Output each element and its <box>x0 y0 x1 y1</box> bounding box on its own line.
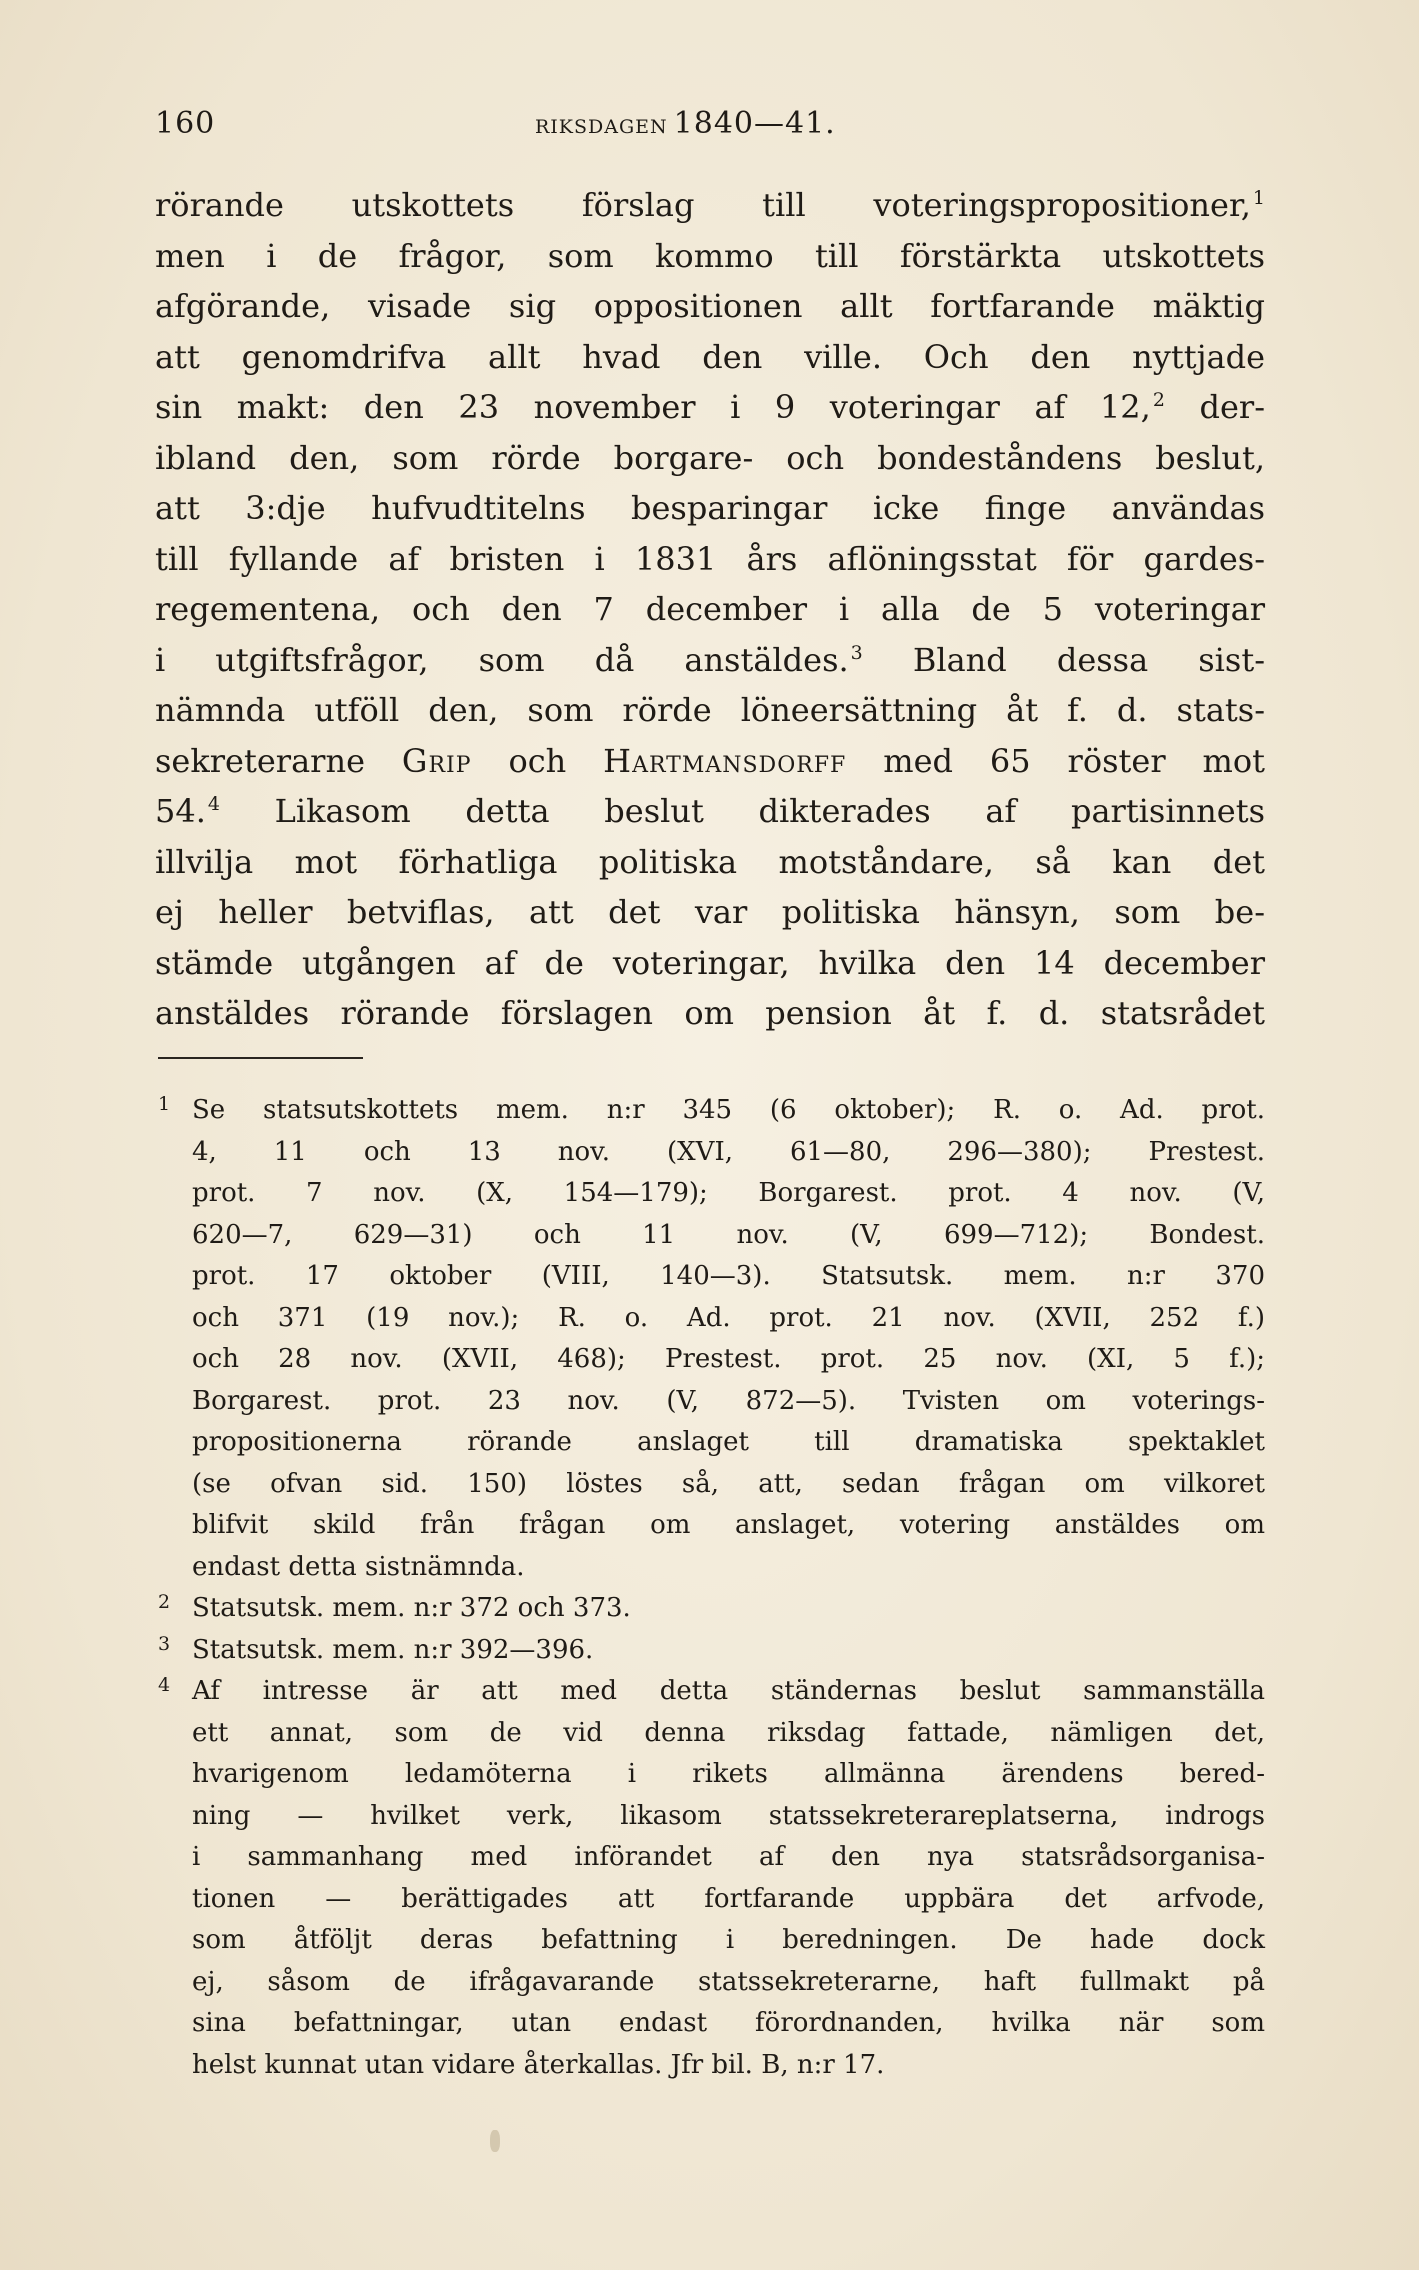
body-line: illvilja mot förhatliga politiska motståndare, så kan det <box>155 842 1265 881</box>
footnote-3 <box>158 1630 1265 1672</box>
main-text <box>155 180 1265 1039</box>
footnote-line: 4, 11 och 13 nov. (XVI, 61—80, 296—380); Prestest. <box>192 1136 1265 1167</box>
footnote-line: propositionerna rörande anslaget till dramatiska spektaklet <box>192 1427 1265 1457</box>
footnote-mark: 3 <box>158 1632 171 1655</box>
footnote-ref: 3 <box>850 641 863 664</box>
body-line: ej heller betviflas, att det var politiska hänsyn, som be- <box>155 893 1265 931</box>
footnote-line: endast detta sistnämnda. <box>192 1551 525 1582</box>
footnote-line: Af intresse är att med detta ständernas beslut sammanställa <box>192 1676 1265 1706</box>
footnote-line: helst kunnat utan vidare återkallas. Jfr bil. B, n:r 17. <box>192 2049 885 2080</box>
paper-speck <box>490 2130 500 2152</box>
footnote-ref: 1 <box>1252 187 1265 209</box>
body-line: ibland den, som rörde borgare- och bondeståndens beslut, <box>155 438 1265 477</box>
running-head-years: 1840—41. <box>673 106 836 141</box>
footnote-line: ett annat, som de vid denna riksdag fattade, nämligen det, <box>192 1717 1265 1748</box>
body-line: regementena, och den 7 december i alla de 5 voteringar <box>155 590 1265 628</box>
body-line: stämde utgången af de voteringar, hvilka den 14 december <box>155 943 1265 982</box>
footnote-2 <box>158 1588 1265 1630</box>
footnote-ref: 4 <box>207 793 220 815</box>
footnote-line: blifvit skild från frågan om anslaget, votering anstäldes om <box>192 1510 1265 1540</box>
body-line: att genomdrifva allt hvad den ville. Och den nyttjade <box>155 337 1265 376</box>
running-head <box>535 106 836 141</box>
body-line: att 3:dje hufvudtitelns besparingar icke finge användas <box>155 489 1265 527</box>
footnote-line: prot. 17 oktober (VIII, 140—3). Statsutsk. mem. n:r 370 <box>192 1261 1265 1291</box>
footnote-line: Borgarest. prot. 23 nov. (V, 872—5). Tvisten om voterings- <box>192 1385 1265 1416</box>
footnote-line: hvarigenom ledamöterna i rikets allmänna ärendens bered- <box>192 1759 1265 1789</box>
footnote-mark: 4 <box>158 1674 171 1696</box>
footnote-mark: 1 <box>158 1093 171 1115</box>
page-number: 160 <box>155 106 216 141</box>
footnote-line: ning — hvilket verk, likasom statssekreterareplatserna, indrogs <box>192 1800 1265 1831</box>
person-name-grip: Grip <box>401 741 472 780</box>
footnote-line: 620—7, 629—31) och 11 nov. (V, 699—712); Bondest. <box>192 1219 1265 1250</box>
body-line: men i de frågor, som kommo till förstärkta utskottets <box>155 236 1265 275</box>
body-line: sin makt: den 23 november i 9 voteringar af 12, $^2$ der- <box>155 388 1266 426</box>
body-line: i utgiftsfrågor, som då anstäldes. $^3$ Bland dessa sist- <box>155 640 1266 679</box>
body-line: nämnda utföll den, som rörde löneersättning åt f. d. stats- <box>155 691 1265 729</box>
footnote-line: Se statsutskottets mem. n:r 345 (6 oktober); R. o. Ad. prot. <box>192 1095 1265 1125</box>
footnote-4 <box>158 1671 1265 2086</box>
footnote-line: som åtföljt deras befattning i beredningen. De hade dock <box>192 1925 1265 1955</box>
footnote-1 <box>158 1090 1265 1588</box>
body-line: till fyllande af bristen i 1831 års aflöningsstat för gardes- <box>155 539 1265 578</box>
footnotes <box>158 1090 1265 2086</box>
footnote-ref: 2 <box>1152 389 1165 411</box>
body-line: 54. $^4$ Likasom detta beslut dikterades af partisinnets <box>155 792 1265 830</box>
body-line: anstäldes rörande förslagen om pension åt f. d. statsrådet <box>155 994 1265 1032</box>
footnote-line: ej, såsom de ifrågavarande statssekreterarne, haft fullmakt på <box>192 1966 1265 1997</box>
footnote-separator <box>158 1057 363 1059</box>
footnote-line: (se ofvan sid. 150) löstes så, att, sedan frågan om vilkoret <box>192 1468 1265 1499</box>
footnote-line: Statsutsk. mem. n:r 372 och 373. <box>192 1593 631 1623</box>
body-line: sekreterarne Grip och Hartmansdorff med 65 röster mot <box>155 741 1266 780</box>
person-name-hartmansdorff: Hartmansdorff <box>603 741 847 780</box>
body-line: afgörande, visade sig oppositionen allt fortfarande mäktig <box>155 287 1265 325</box>
running-head-title: RIKSDAGEN <box>535 116 668 138</box>
footnote-line: och 371 (19 nov.); R. o. Ad. prot. 21 nov. (XVII, 252 f.) <box>192 1302 1265 1333</box>
footnote-mark: 2 <box>158 1591 171 1613</box>
footnote-line: i sammanhang med införandet af den nya statsrådsorganisa- <box>192 1842 1265 1872</box>
footnote-line: prot. 7 nov. (X, 154—179); Borgarest. prot. 4 nov. (V, <box>192 1178 1265 1208</box>
footnote-line: och 28 nov. (XVII, 468); Prestest. prot. 25 nov. (XI, 5 f.); <box>192 1344 1265 1374</box>
page-header <box>155 106 1263 156</box>
footnote-line: Statsutsk. mem. n:r 392—396. <box>192 1634 594 1665</box>
footnote-line: tionen — berättigades att fortfarande uppbära det arfvode, <box>192 1883 1265 1914</box>
body-line: rörande utskottets förslag till voteringspropositioner, $^1$ <box>155 186 1265 224</box>
footnote-line: sina befattningar, utan endast förordnanden, hvilka när som <box>192 2008 1265 2038</box>
